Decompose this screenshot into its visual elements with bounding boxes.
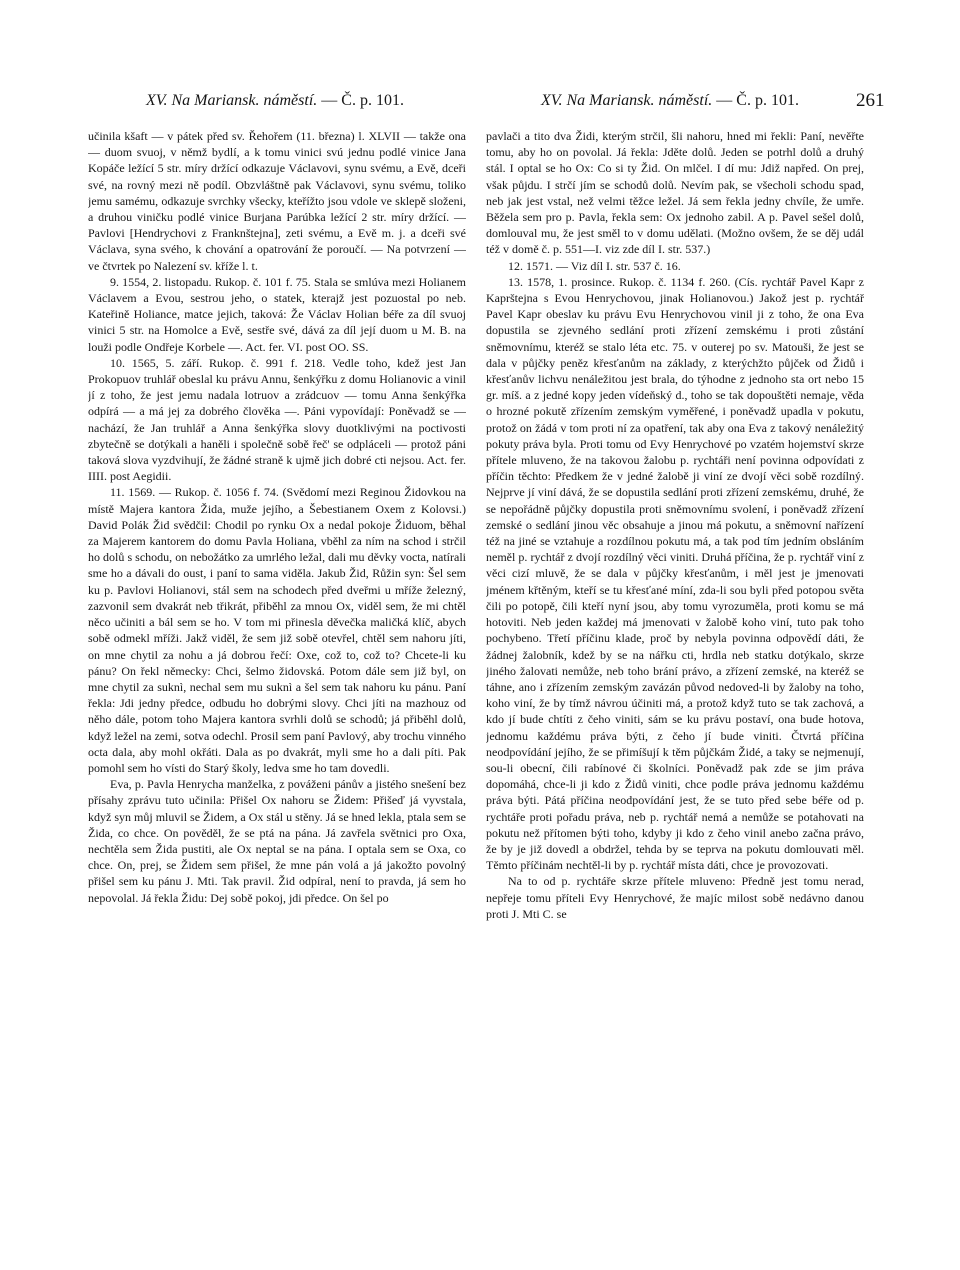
testimony-eva: Eva, p. Pavla Henrycha manželka, z pováženi pánův a jistého snešení bez přísahy zprávu tuto učinila: Přišel Ox nahoru se Židem: Přišeď já vyvstala, když syn můj mluvil se Židem, a Ox stál u stěny. Já se hned lekla, ptala sem se Žida, co chce. On pověděl, že se ptá na pána. Já zavřela světnici pro Oxa, nechtěla sem Žida pustiti, ale Ox neptal se na pána. I optala sem se Oxa, co chce. On, prej, se Židem sem přišel, že mne pán volá a já jakožto povolný přišel sem ku pánu J. Mti. Tak pravil. Žid odpíral, není to pravda, já sem ho nepovolal. Já řekla Židu: Dej sobě pokoj, jdi předce. On šel po bbox=[88, 777, 466, 905]
reply-paragraph: Na to od p. rychtáře skrze přítele mluveno: Předně jest tomu nerad, nepřeje tomu příteli Evy Henrychové, že majíc milost sobě nedávno danou proti J. Mti C. se bbox=[486, 874, 864, 921]
running-head-right-title: XV. Na Mariansk. náměstí. bbox=[541, 92, 713, 109]
entry-11: 11. 1569. — Rukop. č. 1056 f. 74. (Svědomí mezi Reginou Židovkou na místě Majera kantora Žida, muže jejího, a Šebestianem Oxem z Kolovsi.) David Polák Žid svědčil: Chodil po rynku Ox a nedal pokoje Židuom, běhal za Majerem kantorem do domu Pavla Holiana, vběhl za ním na schod i strčil ho dolů s schodu, on nebožátko za umrlého ležal, dali mu děvky vocta, natírali sme ho a dávali do oust, i paní to sama viděla. Jakub Žid, Růžin syn: Šel sem ku p. Pavlovi Holianovi, stál sem na schodech před dveřmi u mříže železný, zazvonil sem dvakrát neb třikrát, přiběhl za mnou Ox, viděl sem, že mi chtěl něco učiniti a bál sem se ho. V tom mi přinesla děvečka maličká klíč, abych sobě odmekl mříži. Jakž viděl, že sem již sobě otevřel, chtěl sem nahoru jíti, on mne chytil za nohu a já dobrou řečí: Oxe, což to, což to? Chcete-li ku pánu? On řekl německy: Chci, šelmo židovská. Potom dále sem již byl, on mne chytil za suknì, nechal sem mu suknì a šel sem tak nahoru ku pánu. Paní řekla: Jdi jedny předce, odbudu ho dobrými slovy. Chci jíti na mazhouz od něho dále, potom toho Majera kantora svrhli dolů se schodů; já přiběhl dolů, když ležel na zemi, sotva odechl. Prosil sem paní Pavlový, aby trochu vinného octa dala, aby mohl okřáti. Dala as po dvakrát, myli sme ho a dali píti. Pak pomohl sem ho vísti do Starý školy, ledva sme ho tam dovedli. bbox=[88, 485, 466, 775]
running-head-left-title: XV. Na Mariansk. náměstí. bbox=[146, 92, 318, 109]
running-head-right-house-number: — Č. p. 101. bbox=[716, 92, 799, 109]
paragraph-continuation-right: pavlači a tito dva Židi, kterým strčil, šli nahoru, hned mi řekli: Paní, nevěřte tomu, aby ho on povolal. Já řekla: Jděte dolů. Jeden se potrhl dolů a druhý stál. I optal se ho Ox: Co si ty Žid. On mlčel. I dí mu: Jdiž napřed. On prej, však půjdu. I strčí jím se schodů dolů. Nevím pak, se všecholi schodu spad, neb jak jest vstal, než velmi těžce ležel. Já sem řekla jedny chvíle, že umře. Běžela sem pro p. Pavla, řekla sem: Ox jednoho zabil. A p. Pavel sešel dolů, domlouval mu, že jest směl to v domu udělati. (Možno ovšem, že se děj udál též v domě č. p. 551—I. viz zde díl I. str. 537.) bbox=[486, 129, 864, 257]
running-head-left-house-number: — Č. p. 101. bbox=[321, 92, 404, 109]
running-head-right bbox=[541, 92, 799, 110]
paragraph-continuation: učinila kšaft — v pátek před sv. Řehořem (11. března) l. XLVII — takže ona — duom svuoj, v němž bydlí, a k tomu vinici svú jednu podlé vinice Jana Kopáče ležící 5 str. míry držící odkazuje Václavovi, synu svému, a Evě, dceři své, na rovný mezi ně podíl. Obzvláštně pak Václavovi, synu svému, toliko jemu samému, odkazuje svrchky všecky, kteřížto jsou vdole ve sklepě složeni, a druhou viničku podlé vinice Burjana Parúbka ležící 2 str. míry držící. — Pavlovi [Hendrychovi z Franknštejna], zeti svému, a Evě m. j. a dceři své Václava, syna svého, k chování a opatrování že poroučí. — Na potvrzení — ve čtvrtek po Nalezení sv. kříže l. t. bbox=[88, 129, 466, 273]
entry-13: 13. 1578, 1. prosince. Rukop. č. 1134 f. 260. (Cís. rychtář Pavel Kapr z Kaprštejna s Evou Henrychovou, jinak Holianovou.) Jakož jest p. rychtář Pavel Kapr obeslav ku právu Evu Henrychovou vinil ji z toho, že ona Eva dopustila se zjevného sedlání proti zřízení zemskému i proti zůstání sněmovnímu, kteréž se stalo léta etc. 75. v outerej po sv. Matouši, že jest se dala v půjčky peněz křesťanům na základy, z kterýchžto půjček od Židů i křesťanův lichvu nenáležitou jest brala, do týhodne z jednoho sta ort nebo 15 gr. míš. a z jedné kopy jeden vídeňský d., toho se tak dopouštěti nemaje, věda o hrozné pokutě zřízením zemským vyměřené, i poněvadž upadla v pokutu, protož on žádá v tom proti ní za opatření, tak aby ona Eva z takový nenáležitý pokuty práva byla. Proti tomu od Evy Henrychové po vzatém hojemství skrze přítele mluveno, že na takovou žalobu p. rychtáři není povinna odpovídati z příčin těchto: Předkem že v jedné žalobě ji viní ze dvojí věci sobě rozdílný. Nejprve jí viní dává, že se dopustila sedlání proti zřízení zemskému, druhé, že se nepořádně půjčky dopustila proti sněmovnímu svolení, i poněvadž zřízení zemské o sedlání jinou věc obsahuje a jinou má pokutu, a sněmovní nařízení též na jiné se vztahuje a rozdílnou pokutu má, a tak pod tím jedním obsláním neměl p. rychtář z dvojí rozdílný věci viniti. Druhá příčina, že p. rychtář viní z věci cizí mluvě, že se dala v půjčky křesťanům, i měl jest je jmenovati jménem křtěným, kteří se tu křesťané míní, zda-li sou byli před potopou světa čili po potopě, čili kteří nyní jsou, aby tomu vyrozuměla, proti komu se má hotoviti. Neb jeden každej má jmenovati v žalobě koho viní, tuto pak toho pochybeno. Třetí příčinu klade, proč by nebyla povinna odpovědí dáti, že žádnej žalobník, kdež by se na nářku cti, hrdla neb statku dotýkalo, skrze jiného žalovati nemůže, neb toho brání právo, a zřízení zemské, na kteréž se táhne, ano i zřízením zemským zavázán původ nedoved-li by žaloby na toho, koho viní, že by tímž návrou účiniti má, a protož když tuto se tak zachová, a kdo jí bude chtíti z čeho viniti, sám se ku právu postaví, ona bude hotova, jednomu každému práva býti, z čeho jí bude viniti. Čtvrtá příčina neodpovídání jejího, že se přimíšují k těm půjčkám Židé, a taky se nejmenují, sou-li obecní, čili rabínové či školníci. Poněvadž pak zde se jim práva dopomáhá, chce-li ji kdo z Židů viniti, chce podle práva jednomu každému práva býti. Pátá příčina neodpovídání jest, že se tuto před sebe béře od p. rychtáře proti pořadu práva, neb p. rychtář nemá a nemůže se potahovati na pokutu než přítomen býti toho, kdyby ji kdo z čeho vinil anebo začna právo, že by je již dovedl a obdržel, tehda by se teprva na pokutu domlouvati měl. Těmto příčinám nechtěl-li by p. rychtář místa dáti, chce je provozovati. bbox=[486, 274, 864, 873]
left-text-column bbox=[88, 128, 466, 1208]
entry-9: 9. 1554, 2. listopadu. Rukop. č. 101 f. 75. Stala se smlúva mezi Holianem Václavem a Evou, sestrou jeho, o statek, kterajž jest pozuostal po neb. Kateřině Holiance, matce jejich, taková: Že Václav Holian béře za díl svuoj vinici 5 str. na Homolce a Evě, sestře své, dává za díl její duom u M. B. na louži podle Ondřeje Korbele —. Act. fer. VI. post OO. SS. bbox=[88, 274, 466, 354]
right-text-column bbox=[486, 128, 864, 1208]
page-number: 261 bbox=[856, 90, 885, 111]
entry-10: 10. 1565, 5. září. Rukop. č. 991 f. 218. Vedle toho, kdež jest Jan Prokopuov truhlář obeslal ku právu Annu, šenkýřku z domu Holianovic a vinil jí z toho, že jest jemu nadala lotruov a zrádcuov — tomu Anna šenkýřka odpírá — a má jej za dobrého člověka —. Páni vypovídají: Poněvadž se — nachází, že Jan truhlář a Anna šenkýřka slovy duotklivými na poctivosti zbytečně se dotýkali a haněli i společně sobě řeč' se odpláceli — protož páni taková slova vyzdvihují, že žádné straně k ujmě jich dobré cti nejsou. Act. fer. IIII. post Aegidii. bbox=[88, 355, 466, 484]
entry-12: 12. 1571. — Viz díl I. str. 537 č. 16. bbox=[508, 258, 681, 273]
running-head-left bbox=[146, 92, 404, 110]
